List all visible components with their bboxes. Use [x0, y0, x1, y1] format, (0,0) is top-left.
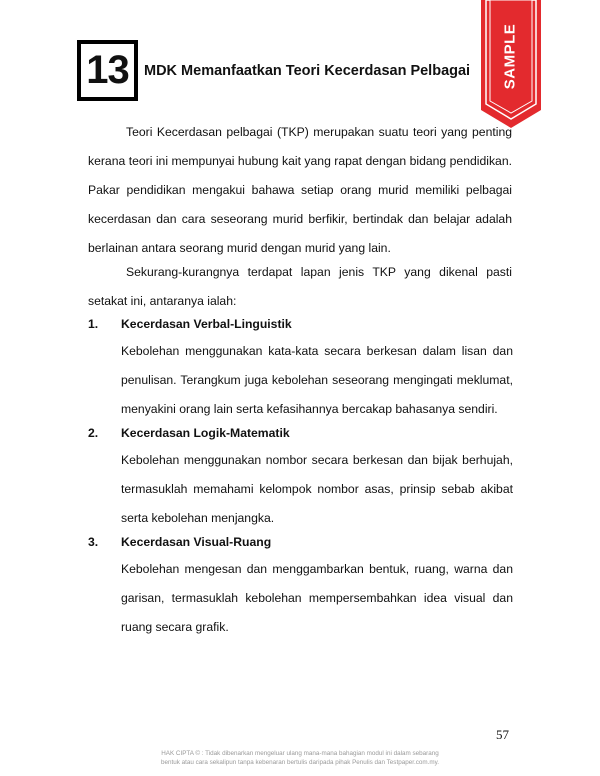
- copyright-footer: [140, 749, 460, 767]
- copyright-line-1: HAK CIPTA © : Tidak dibenarkan mengeluar ulang mana-mana bahagian modul ini dalam sebarang: [161, 750, 439, 757]
- sample-ribbon-label: SAMPLE: [501, 23, 519, 89]
- item-1-title: Kecerdasan Verbal-Linguistik: [121, 317, 292, 331]
- chapter-number-box: [77, 40, 138, 101]
- item-3-description: Kebolehan mengesan dan menggambarkan bentuk, ruang, warna dan garisan, termasuklah kebolehan mempersembahkan idea visual dan ruang secara grafik.: [121, 562, 513, 634]
- intro-paragraph-2: Sekurang-kurangnya terdapat lapan jenis TKP yang dikenal pasti setakat ini, antaranya ialah:: [88, 265, 512, 308]
- item-2-title: Kecerdasan Logik-Matematik: [121, 426, 290, 440]
- copyright-line-2: bentuk atau cara sekalipun tanpa kebenaran bertulis daripada pihak Penulis dan Testpaper.com.my.: [160, 759, 440, 766]
- chapter-number: 13: [86, 48, 129, 92]
- chapter-title: MDK Memanfaatkan Teori Kecerdasan Pelbagai: [144, 63, 471, 79]
- item-2-number: 2.: [88, 426, 99, 440]
- item-3-title: Kecerdasan Visual-Ruang: [121, 535, 272, 549]
- item-2-description: Kebolehan menggunakan nombor secara berkesan dan bijak berhujah, termasuklah memahami kelompok nombor asas, prinsip sebab akibat serta kebolehan menjangka.: [121, 453, 513, 525]
- item-1-number: 1.: [88, 317, 99, 331]
- sample-ribbon-label-wrap: [488, 14, 532, 98]
- page-number: 57: [496, 727, 509, 742]
- intro-paragraph-1: Teori Kecerdasan pelbagai (TKP) merupakan suatu teori yang penting kerana teori ini mempunyai hubung kait yang rapat dengan bidang pendidikan. Pakar pendidikan mengakui bahawa setiap orang murid memiliki pelbagai kecerdasan dan cara seseorang murid berfikir, bertindak dan belajar adalah berlainan antara seorang murid dengan murid yang lain.: [88, 125, 512, 255]
- item-3-number: 3.: [88, 535, 99, 549]
- item-1-description: Kebolehan menggunakan kata-kata secara berkesan dalam lisan dan penulisan. Terangkum juga kebolehan seseorang mengingati meklumat, menyakini orang lain serta kefasihannya bercakap bahasanya sendiri.: [121, 344, 513, 416]
